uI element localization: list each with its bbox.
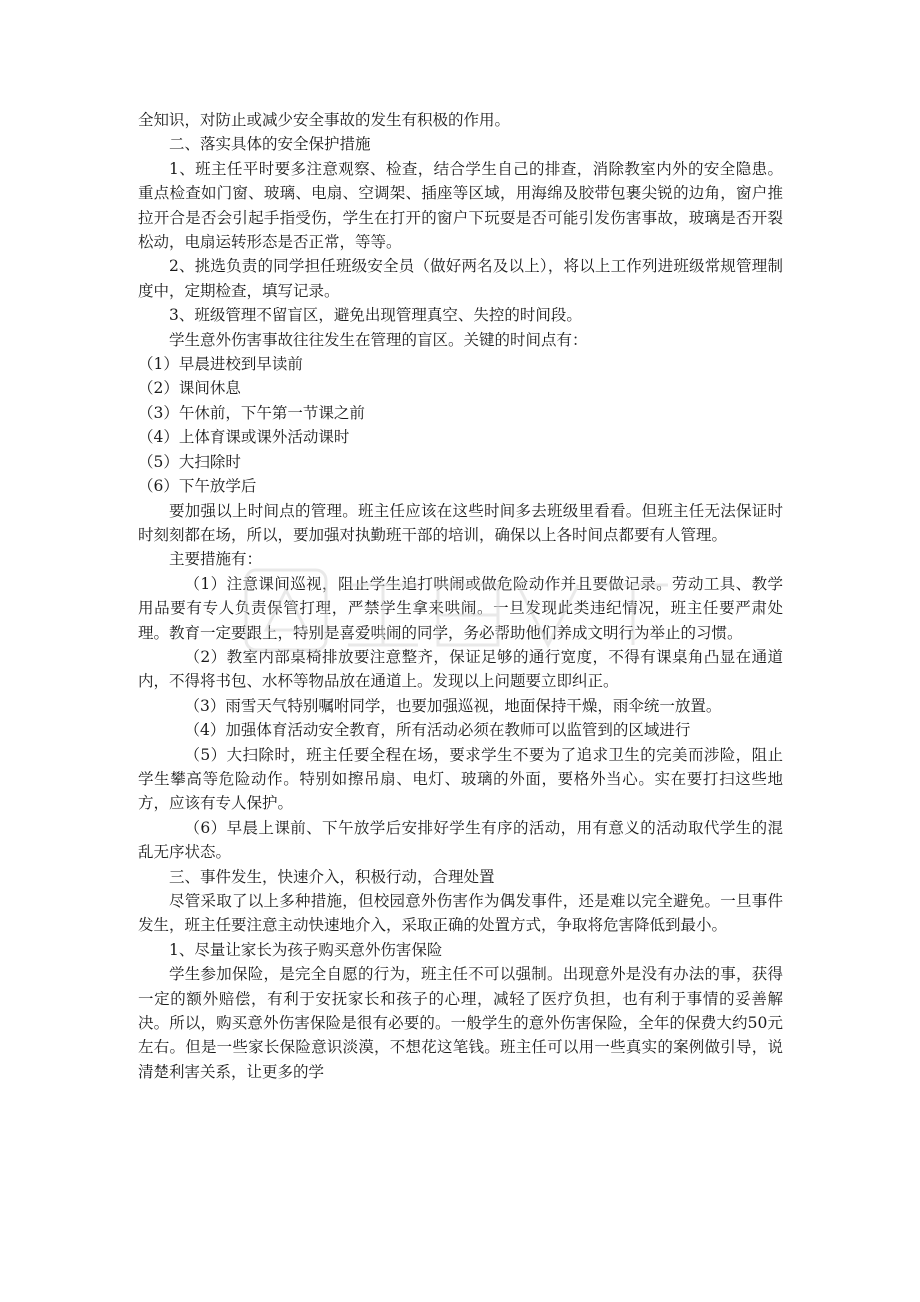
paragraph: （4）加强体育活动安全教育，所有活动必须在教师可以监管到的区域进行: [184, 721, 691, 740]
paragraph: 3、班级管理不留盲区，避免出现管理真空、失控的时间段。: [169, 306, 582, 325]
paragraph: （5）大扫除时: [138, 452, 241, 471]
paragraph: （3）雨雪天气特别嘱咐同学，也要加强巡视，地面保持干燥，雨伞统一放置。: [184, 696, 722, 715]
paragraph: 三、事件发生，快速介入，积极行动，合理处置: [169, 867, 495, 886]
paragraph: 学生参加保险，是完全自愿的行为，班主任不可以强制。出现意外是没有办法的事，获得一定的额外赔偿，有利于安抚家长和孩子的心理，减轻了医疗负担，也有利于事情的妥善解决。所以，购买意外伤害保险是很有必要的。一般学生的意外伤害保险，全年的保费大约50元左右。但是一些家长保险意识淡漠，不想花这笔钱。班主任可以用一些真实的案例做引导，说清楚利害关系，让更多的学: [138, 965, 783, 1081]
paragraph: 要加强以上时间点的管理。班主任应该在这些时间多去班级里看看。但班主任无法保证时时刻刻都在场，所以，要加强对执勤班干部的培训，确保以上各时间点都要有人管理。: [138, 501, 783, 544]
paragraph: （6）下午放学后: [138, 477, 257, 496]
paragraph: （1）注意课间巡视，阻止学生追打哄闹或做危险动作并且要做记录。劳动工具、教学用品要有专人负责保管打理，严禁学生拿来哄闹。一旦发现此类违纪情况，班主任要严肃处理。教育一定要跟上，特别是喜爱哄闹的同学，务必帮助他们养成文明行为举止的习惯。: [138, 574, 783, 642]
paragraph: 学生意外伤害事故往往发生在管理的盲区。关键的时间点有：: [169, 330, 588, 349]
paragraph: （2）教室内部桌椅排放要注意整齐，保证足够的通行宽度，不得有课桌角凸显在通道内，不得将书包、水杯等物品放在通道上。发现以上问题要立即纠正。: [138, 647, 783, 691]
paragraph: 1、班主任平时要多注意观察、检查，结合学生自己的排查，消除教室内外的安全隐患。重点检查如门窗、玻璃、电扇、空调架、插座等区域，用海绵及胶带包裹尖锐的边角，窗户推拉开合是否会引起手指受伤，学生在打开的窗户下玩耍是否可能引发伤害事故，玻璃是否开裂松动，电扇运转形态是否正常，等等。: [138, 159, 783, 252]
paragraph: 二、落实具体的安全保护措施: [169, 135, 371, 154]
paragraph: （4）上体育课或课外活动课时: [138, 428, 350, 447]
document-body: [138, 108, 783, 1084]
paragraph: （3）午休前，下午第一节课之前: [138, 403, 365, 422]
paragraph: 1、尽量让家长为孩子购买意外伤害保险: [169, 940, 443, 959]
paragraph: 主要措施有：: [169, 550, 263, 569]
paragraph: （6）早晨上课前、下午放学后安排好学生有序的活动，用有意义的活动取代学生的混乱无序状态。: [138, 818, 783, 862]
paragraph: 2、挑选负责的同学担任班级安全员（做好两名及以上），将以上工作列进班级常规管理制度中，定期检查，填写记录。: [138, 257, 783, 300]
paragraph: （5）大扫除时，班主任要全程在场，要求学生不要为了追求卫生的完美而涉险，阻止学生攀高等危险动作。特别如擦吊扇、电灯、玻璃的外面，要格外当心。实在要打扫这些地方，应该有专人保护。: [138, 745, 783, 813]
paragraph: （2）课间休息: [138, 379, 241, 398]
paragraph: （1）早晨进校到早读前: [138, 355, 303, 374]
paragraph: 全知识，对防止或减少安全事故的发生有积极的作用。: [138, 111, 511, 129]
paragraph: 尽管采取了以上多种措施，但校园意外伤害作为偶发事件，还是难以完全避免。一旦事件发生，班主任要注意主动快速地介入，采取正确的处置方式，争取将危害降低到最小。: [138, 892, 783, 935]
